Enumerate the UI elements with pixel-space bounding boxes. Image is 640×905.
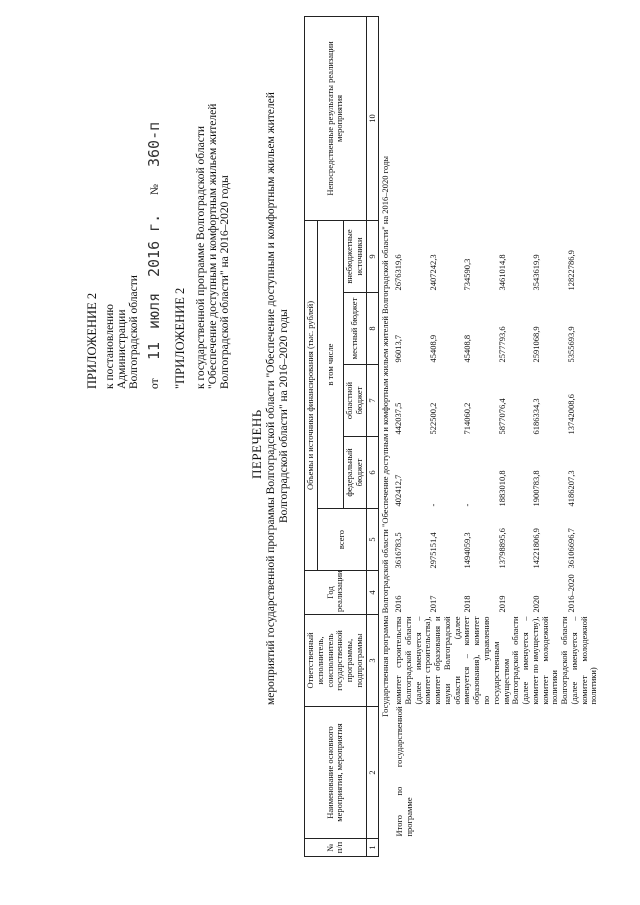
row-local: 96013,7 <box>393 334 404 363</box>
col-number: 9 <box>366 221 379 293</box>
row-offbudget: 2407242,3 <box>427 254 438 291</box>
row-total: 13798895,6 <box>496 528 507 569</box>
col-number: 3 <box>366 615 379 707</box>
program-line-3: Волгоградской области" на 2016–2020 годы <box>219 175 231 389</box>
program-line-2: "Обеспечение доступным и комфортным жильем жителей <box>207 103 219 389</box>
section-title-row <box>379 17 393 857</box>
col-number: 2 <box>366 707 379 839</box>
number-value: 360-п <box>145 121 163 167</box>
date-month: июля <box>145 292 163 329</box>
row-federal: 1900783,8 <box>531 470 542 507</box>
row-total: 2975151,4 <box>427 532 438 569</box>
row-local: 2577793,6 <box>496 326 507 363</box>
doc-subtitle-line-1: мероприятий государственной программы Волгоградской области "Обеспечение доступным и комфортным жильем жителей <box>265 92 277 705</box>
doc-title: ПЕРЕЧЕНЬ <box>249 409 264 479</box>
row-local: 5355693,9 <box>565 326 576 363</box>
row-offbudget: 2676319,6 <box>393 254 404 291</box>
row-local: 2591068,9 <box>531 326 542 363</box>
row-local: 45408,8 <box>462 334 473 363</box>
row-total: 36106696,7 <box>565 528 576 569</box>
decree-line-2: Администрации <box>116 309 128 389</box>
col-number: 8 <box>366 293 379 365</box>
row-federal: - <box>462 503 473 507</box>
row-regional: 13742008,6 <box>565 394 576 435</box>
row-year: 2019 <box>496 595 507 613</box>
header-local: местный бюджет <box>344 293 367 365</box>
header-executor: Ответственный исполнитель, соисполнитель государственной программы, подпрограммы <box>305 615 367 707</box>
row-offbudget: 12822786,9 <box>565 250 576 291</box>
row-federal: 1883010,8 <box>496 470 507 507</box>
table-row <box>393 17 428 857</box>
table-header-row-1 <box>305 17 318 857</box>
row-regional: 522500,2 <box>427 402 438 435</box>
executor-text: комитет строительства Волгоградской области (далее именуется – комитет строительства), комитет образования и науки Волгоградской области (далее именуется – комитет образования), комитет по управлению государственным имуществом Волгоградской области (далее именуется – комитет по имуществу), комитет молодежной политики Волгоградской области (далее именуется – комитет молодежной политики) <box>393 616 599 705</box>
doc-subtitle-line-2: Волгоградской области" на 2016–2020 годы <box>278 309 290 523</box>
date-prefix: от <box>149 378 161 389</box>
row-total: 3616783,5 <box>393 532 404 569</box>
row-federal: - <box>427 503 438 507</box>
measures-table <box>304 17 600 857</box>
appendix-2-label: "ПРИЛОЖЕНИЕ 2 <box>173 287 187 389</box>
row-offbudget: 3543619,9 <box>531 254 542 291</box>
date-year: 2016 г. <box>145 213 163 277</box>
header-including: в том числе <box>317 221 343 509</box>
row-year: 2018 <box>462 595 473 613</box>
row-year: 2016 <box>393 595 404 613</box>
header-total: всего <box>317 509 366 571</box>
header-offbudget: внебюджетные источники <box>344 221 367 293</box>
row-offbudget: 3461014,8 <box>496 254 507 291</box>
col-number: 10 <box>366 17 379 221</box>
column-number-row <box>366 17 379 857</box>
total-label: Итого по государственной программе <box>394 706 414 837</box>
header-num: № п/п <box>305 839 367 857</box>
header-results: Непосредственные результаты реализации мероприятия <box>305 17 367 221</box>
row-regional: 442037,5 <box>393 402 404 435</box>
row-regional: 714060,2 <box>462 402 473 435</box>
number-prefix: № <box>149 184 161 195</box>
col-number: 1 <box>366 839 379 857</box>
col-number: 4 <box>366 571 379 615</box>
program-line-1: к государственной программе Волгоградской области <box>195 126 207 389</box>
row-regional: 5877076,4 <box>496 398 507 435</box>
row-regional: 6186334,3 <box>531 398 542 435</box>
decree-line-1: к постановлению <box>104 304 116 389</box>
row-year: 2016–2020 <box>565 574 576 613</box>
header-federal: федеральный бюджет <box>344 437 367 509</box>
header-financing: Объемы и источники финансирования (тыс. рублей) <box>305 221 318 571</box>
row-federal: 4186207,3 <box>565 470 576 507</box>
row-federal: 402412,7 <box>393 474 404 507</box>
row-local: 45408,9 <box>427 334 438 363</box>
section-title: Государственная программа Волгоградской области "Обеспечение доступным и комфортным жильем жителей Волгоградской области" на 2016–2020 годы <box>379 17 393 857</box>
row-year: 2020 <box>531 595 542 613</box>
decree-line-3: Волгоградской области <box>128 275 140 389</box>
col-number: 6 <box>366 437 379 509</box>
row-total: 14221806,9 <box>531 528 542 569</box>
date-day: 11 <box>145 341 163 360</box>
col-number: 7 <box>366 365 379 437</box>
row-year: 2017 <box>427 595 438 613</box>
header-regional: областной бюджет <box>344 365 367 437</box>
appendix-label: ПРИЛОЖЕНИЕ 2 <box>85 292 99 389</box>
col-number: 5 <box>366 509 379 571</box>
row-offbudget: 734590,3 <box>462 258 473 291</box>
header-year: Год реализации <box>305 571 367 615</box>
row-total: 1494059,3 <box>462 532 473 569</box>
header-name: Наименование основного мероприятия, мероприятия <box>305 707 367 839</box>
